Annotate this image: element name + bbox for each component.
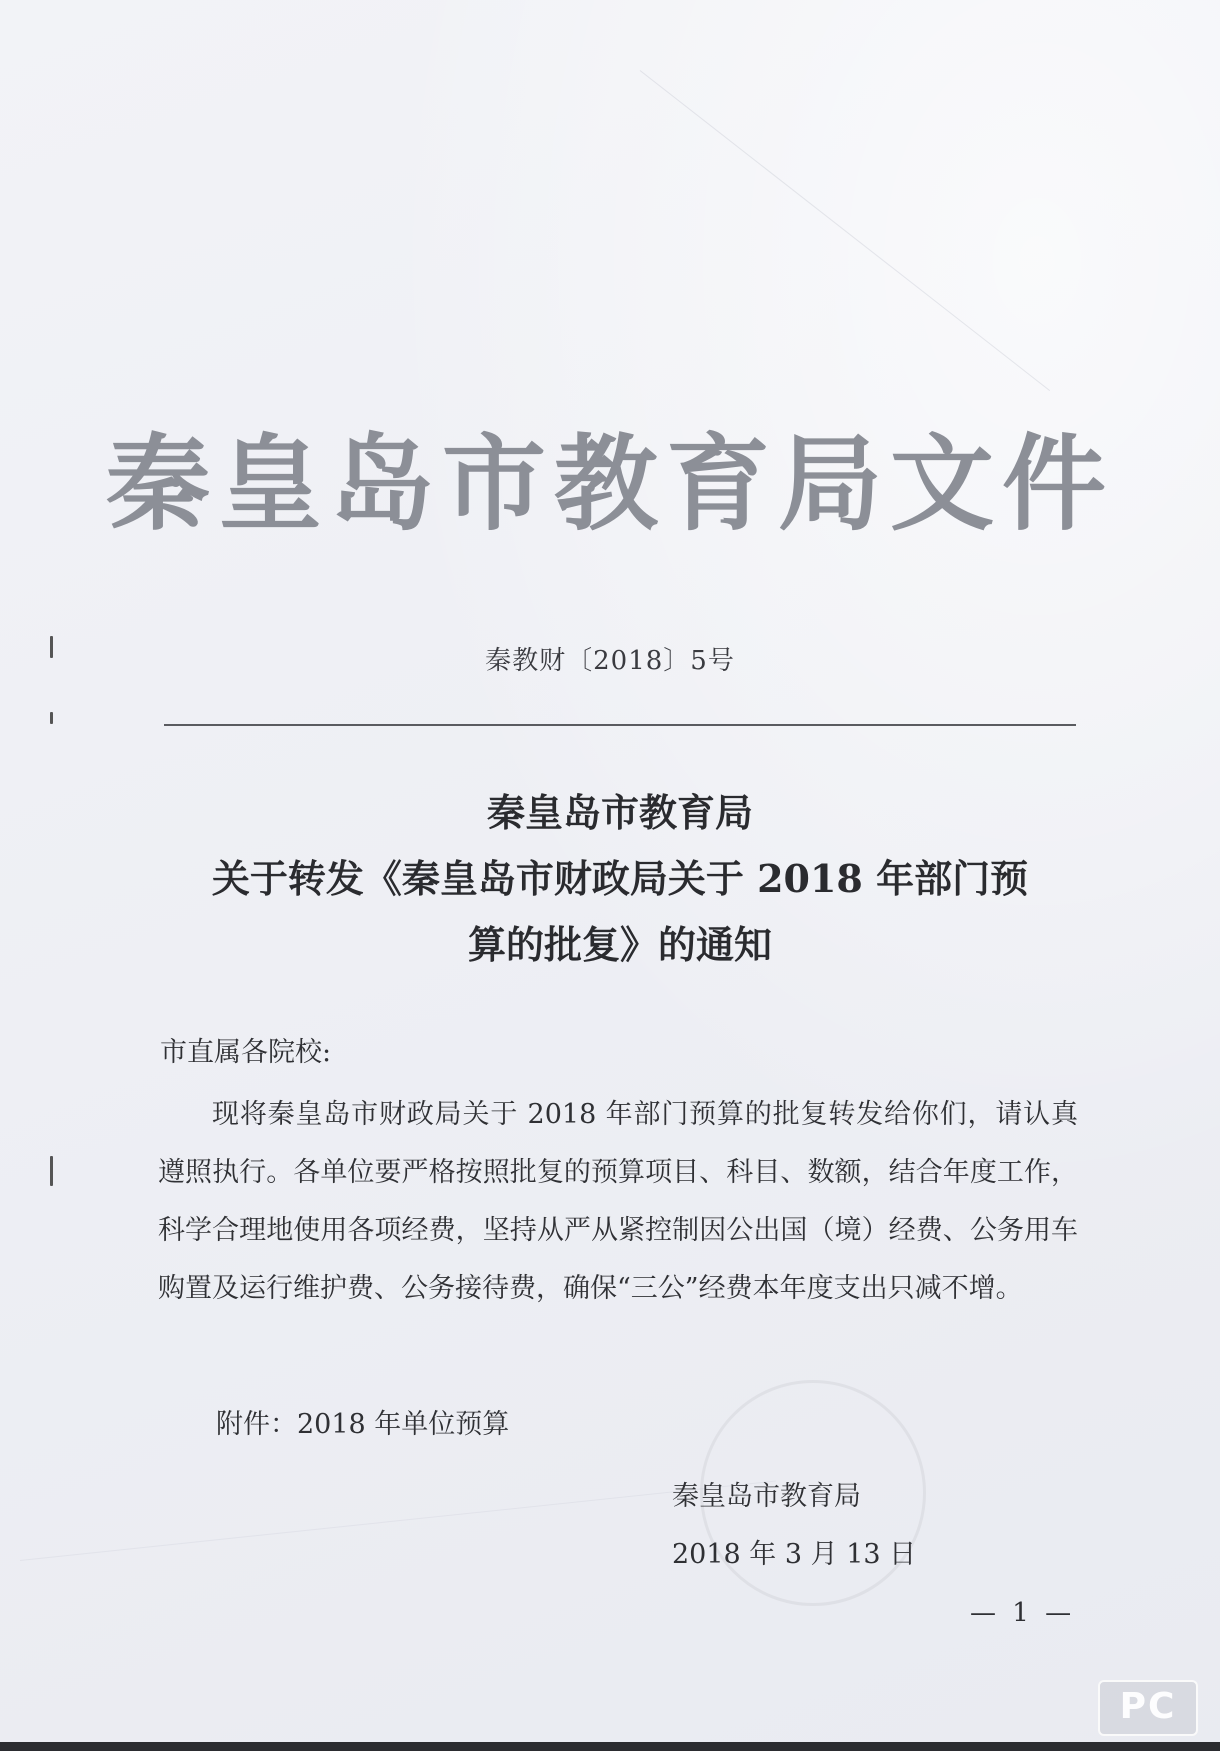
title-line: 算的批复》的通知 <box>467 922 772 967</box>
signature-issuer: 秦皇岛市教育局 <box>672 1481 861 1512</box>
binding-mark <box>50 1156 53 1186</box>
title-line: 关于转发《秦皇岛市财政局关于 2018 年部门预 <box>211 856 1029 901</box>
title-line: 秦皇岛市教育局 <box>486 790 753 835</box>
signature-block <box>672 1468 916 1584</box>
scan-edge-band <box>0 1742 1220 1751</box>
signature-date: 2018 年 3 月 13 日 <box>672 1539 917 1570</box>
document-number: 秦教财〔2018〕5号 <box>485 646 735 676</box>
paper-crease <box>640 70 1050 391</box>
document-title <box>150 780 1090 978</box>
issuer-header: 秦皇岛市教育局文件 <box>105 422 1114 545</box>
salutation: 市直属各院校: <box>160 1037 332 1068</box>
watermark-logo: PC <box>1098 1680 1198 1736</box>
body-paragraph: 现将秦皇岛市财政局关于 2018 年部门预算的批复转发给你们，请认真遵照执行。各单位要严格按照批复的预算项目、科目、数额，结合年度工作，科学合理地使用各项经费，坚持从严从紧控制因公出国（境）经费、公务用车购置及运行维护费、公务接待费，确保“三公”经费本年度支出只减不增。 <box>158 1099 1078 1304</box>
header-divider <box>164 724 1076 726</box>
binding-mark <box>50 712 53 724</box>
page-number: — 1 — <box>970 1598 1076 1628</box>
attachment-line: 附件：2018 年单位预算 <box>216 1409 510 1440</box>
paper-crease <box>20 1481 776 1561</box>
